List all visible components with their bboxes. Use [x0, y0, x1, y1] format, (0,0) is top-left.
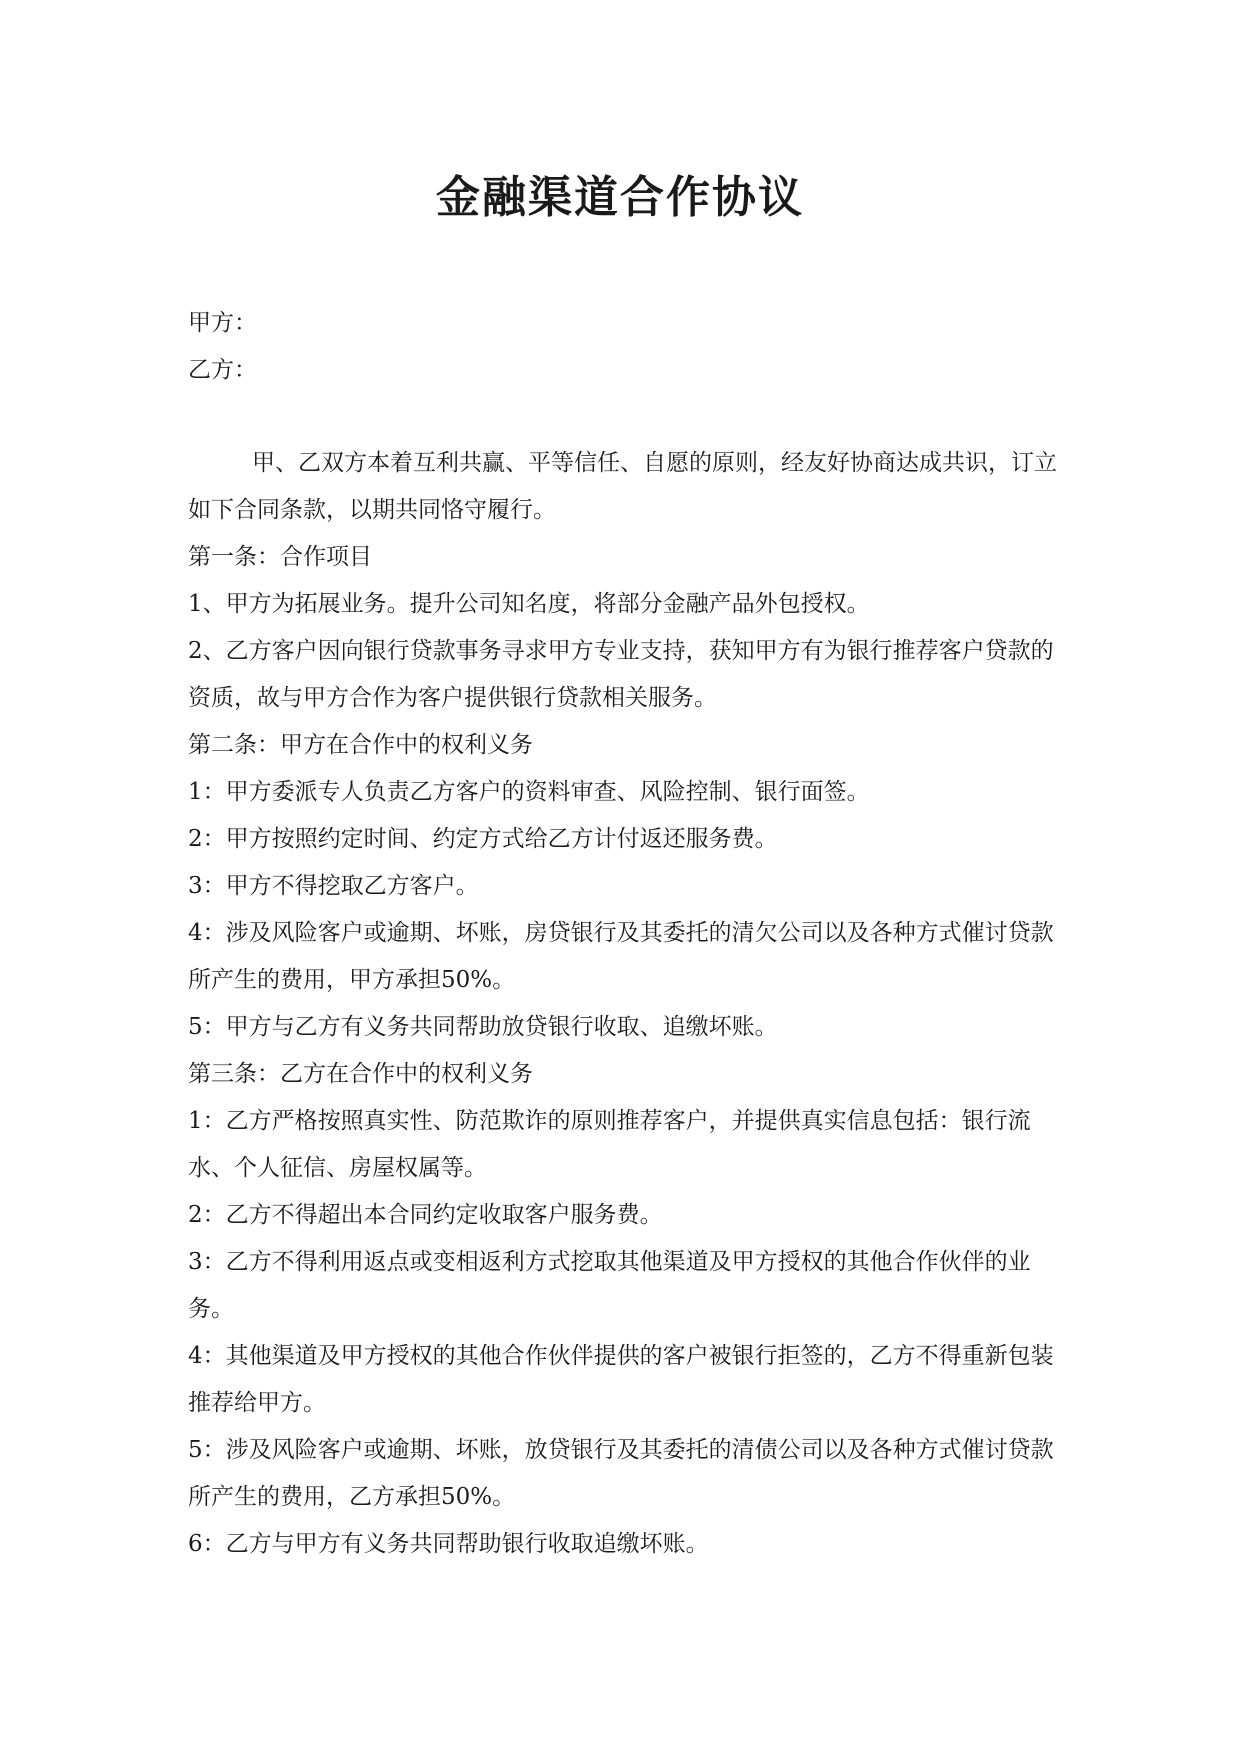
article-3-item: 2：乙方不得超出本合同约定收取客户服务费。 [188, 1202, 663, 1228]
article-2-item: 4：涉及风险客户或逾期、坏账，房贷银行及其委托的清欠公司以及各种方式催讨贷款所产生的费用，甲方承担50%。 [188, 920, 1054, 993]
article-3-item: 5：涉及风险客户或逾期、坏账，放贷银行及其委托的清债公司以及各种方式催讨贷款所产生的费用，乙方承担50%。 [188, 1437, 1054, 1510]
article-2-heading: 第二条：甲方在合作中的权利义务 [188, 732, 533, 758]
party-a-label: 甲方： [188, 310, 257, 336]
article-2-item: 5：甲方与乙方有义务共同帮助放贷银行收取、追缴坏账。 [188, 1014, 778, 1040]
article-1-item: 2、乙方客户因向银行贷款事务寻求甲方专业支持，获知甲方有为银行推荐客户贷款的资质，故与甲方合作为客户提供银行贷款相关服务。 [188, 638, 1054, 711]
article-3-heading: 第三条：乙方在合作中的权利义务 [188, 1061, 533, 1087]
party-b-label: 乙方： [188, 357, 257, 383]
article-3-item: 6：乙方与甲方有义务共同帮助银行收取追缴坏账。 [188, 1531, 709, 1557]
article-2-item: 3：甲方不得挖取乙方客户。 [188, 873, 479, 899]
intro-paragraph: 甲、乙双方本着互利共赢、平等信任、自愿的原则，经友好协商达成共识，订立如下合同条款，以期共同恪守履行。 [188, 450, 1057, 523]
article-1-item: 1、甲方为拓展业务。提升公司知名度，将部分金融产品外包授权。 [188, 591, 870, 617]
article-3-item: 1：乙方严格按照真实性、防范欺诈的原则推荐客户，并提供真实信息包括：银行流水、个人征信、房屋权属等。 [188, 1108, 1031, 1181]
article-2-item: 1：甲方委派专人负责乙方客户的资料审查、风险控制、银行面签。 [188, 779, 870, 805]
article-1-heading: 第一条：合作项目 [188, 544, 372, 570]
article-3-item: 4：其他渠道及甲方授权的其他合作伙伴提供的客户被银行拒签的，乙方不得重新包装推荐给甲方。 [188, 1343, 1054, 1416]
article-2-item: 2：甲方按照约定时间、约定方式给乙方计付返还服务费。 [188, 826, 778, 852]
spacer [188, 394, 1068, 440]
document-body [188, 300, 1068, 1568]
document-title: 金融渠道合作协议 [436, 172, 804, 223]
article-3-item: 3：乙方不得利用返点或变相返利方式挖取其他渠道及甲方授权的其他合作伙伴的业务。 [188, 1249, 1031, 1322]
